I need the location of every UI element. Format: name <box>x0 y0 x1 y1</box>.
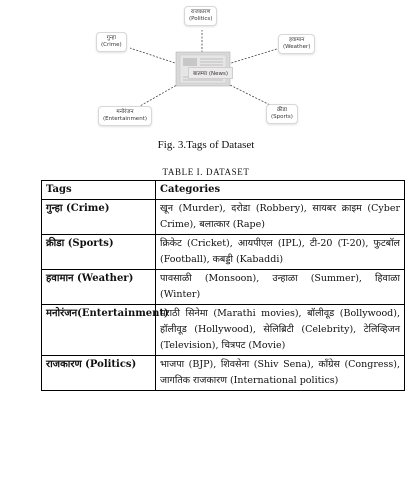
tag-politics <box>184 6 217 26</box>
tag-english: (Weather) <box>283 44 311 50</box>
news-center-label <box>188 67 233 79</box>
table-row <box>42 200 405 235</box>
tag-marathi: राजकारण <box>190 9 211 15</box>
tag-weather <box>278 34 315 54</box>
header-categories: Categories <box>156 181 405 200</box>
tag-sports <box>266 104 298 124</box>
tag-english: (Crime) <box>101 42 122 48</box>
table-caption: TABLE I. DATASET <box>162 167 250 177</box>
table-row <box>42 356 405 391</box>
tag-marathi: हवामान <box>289 37 305 43</box>
row-categories: पावसाळी (Monsoon), उन्हाळा (Summer), हिवाळा (Winter) <box>156 270 405 305</box>
row-tag: राजकारण (Politics) <box>42 356 156 391</box>
table-row <box>42 305 405 356</box>
tag-marathi: क्रीडा <box>276 107 287 113</box>
tags-figure <box>82 2 322 134</box>
tag-crime <box>96 32 127 52</box>
row-tag: मनोरंजन(Entertainment) <box>42 305 156 356</box>
row-categories: मराठी सिनेमा (Marathi movies), बॉलीवूड (Bollywood), हॉलीवूड (Hollywood), सेलिब्रिटी (Celebrity), टेलिव्हिजन (Television), चित्रपट (Movie) <box>156 305 405 356</box>
figure-caption: Fig. 3.Tags of Dataset <box>157 139 255 151</box>
row-categories: खून (Murder), दरोडा (Robbery), सायबर क्राइम (Cyber Crime), बलात्कार (Rape) <box>156 200 405 235</box>
tag-marathi: गुन्हा <box>106 35 116 41</box>
header-tags: Tags <box>42 181 156 200</box>
row-categories: क्रिकेट (Cricket), आयपीएल (IPL), टी-20 (T-20), फुटबॉल (Football), कबड्डी (Kabaddi) <box>156 235 405 270</box>
tag-english: (Politics) <box>189 16 213 22</box>
table-row <box>42 235 405 270</box>
table-header-row <box>42 181 405 200</box>
row-categories: भाजपा (BJP), शिवसेना (Shiv Sena), कॉंग्रेस (Congress), जागतिक राजकारण (International politics) <box>156 356 405 391</box>
tag-english: (Entertainment) <box>103 116 147 122</box>
dataset-table <box>41 180 405 391</box>
table-row <box>42 270 405 305</box>
news-label: बातम्या (News) <box>193 71 229 77</box>
row-tag: गुन्हा (Crime) <box>42 200 156 235</box>
row-tag: हवामान (Weather) <box>42 270 156 305</box>
tag-marathi: मनोरंजन <box>116 109 134 115</box>
tag-entertainment <box>98 106 152 126</box>
row-tag: क्रीडा (Sports) <box>42 235 156 270</box>
tag-english: (Sports) <box>271 114 293 120</box>
